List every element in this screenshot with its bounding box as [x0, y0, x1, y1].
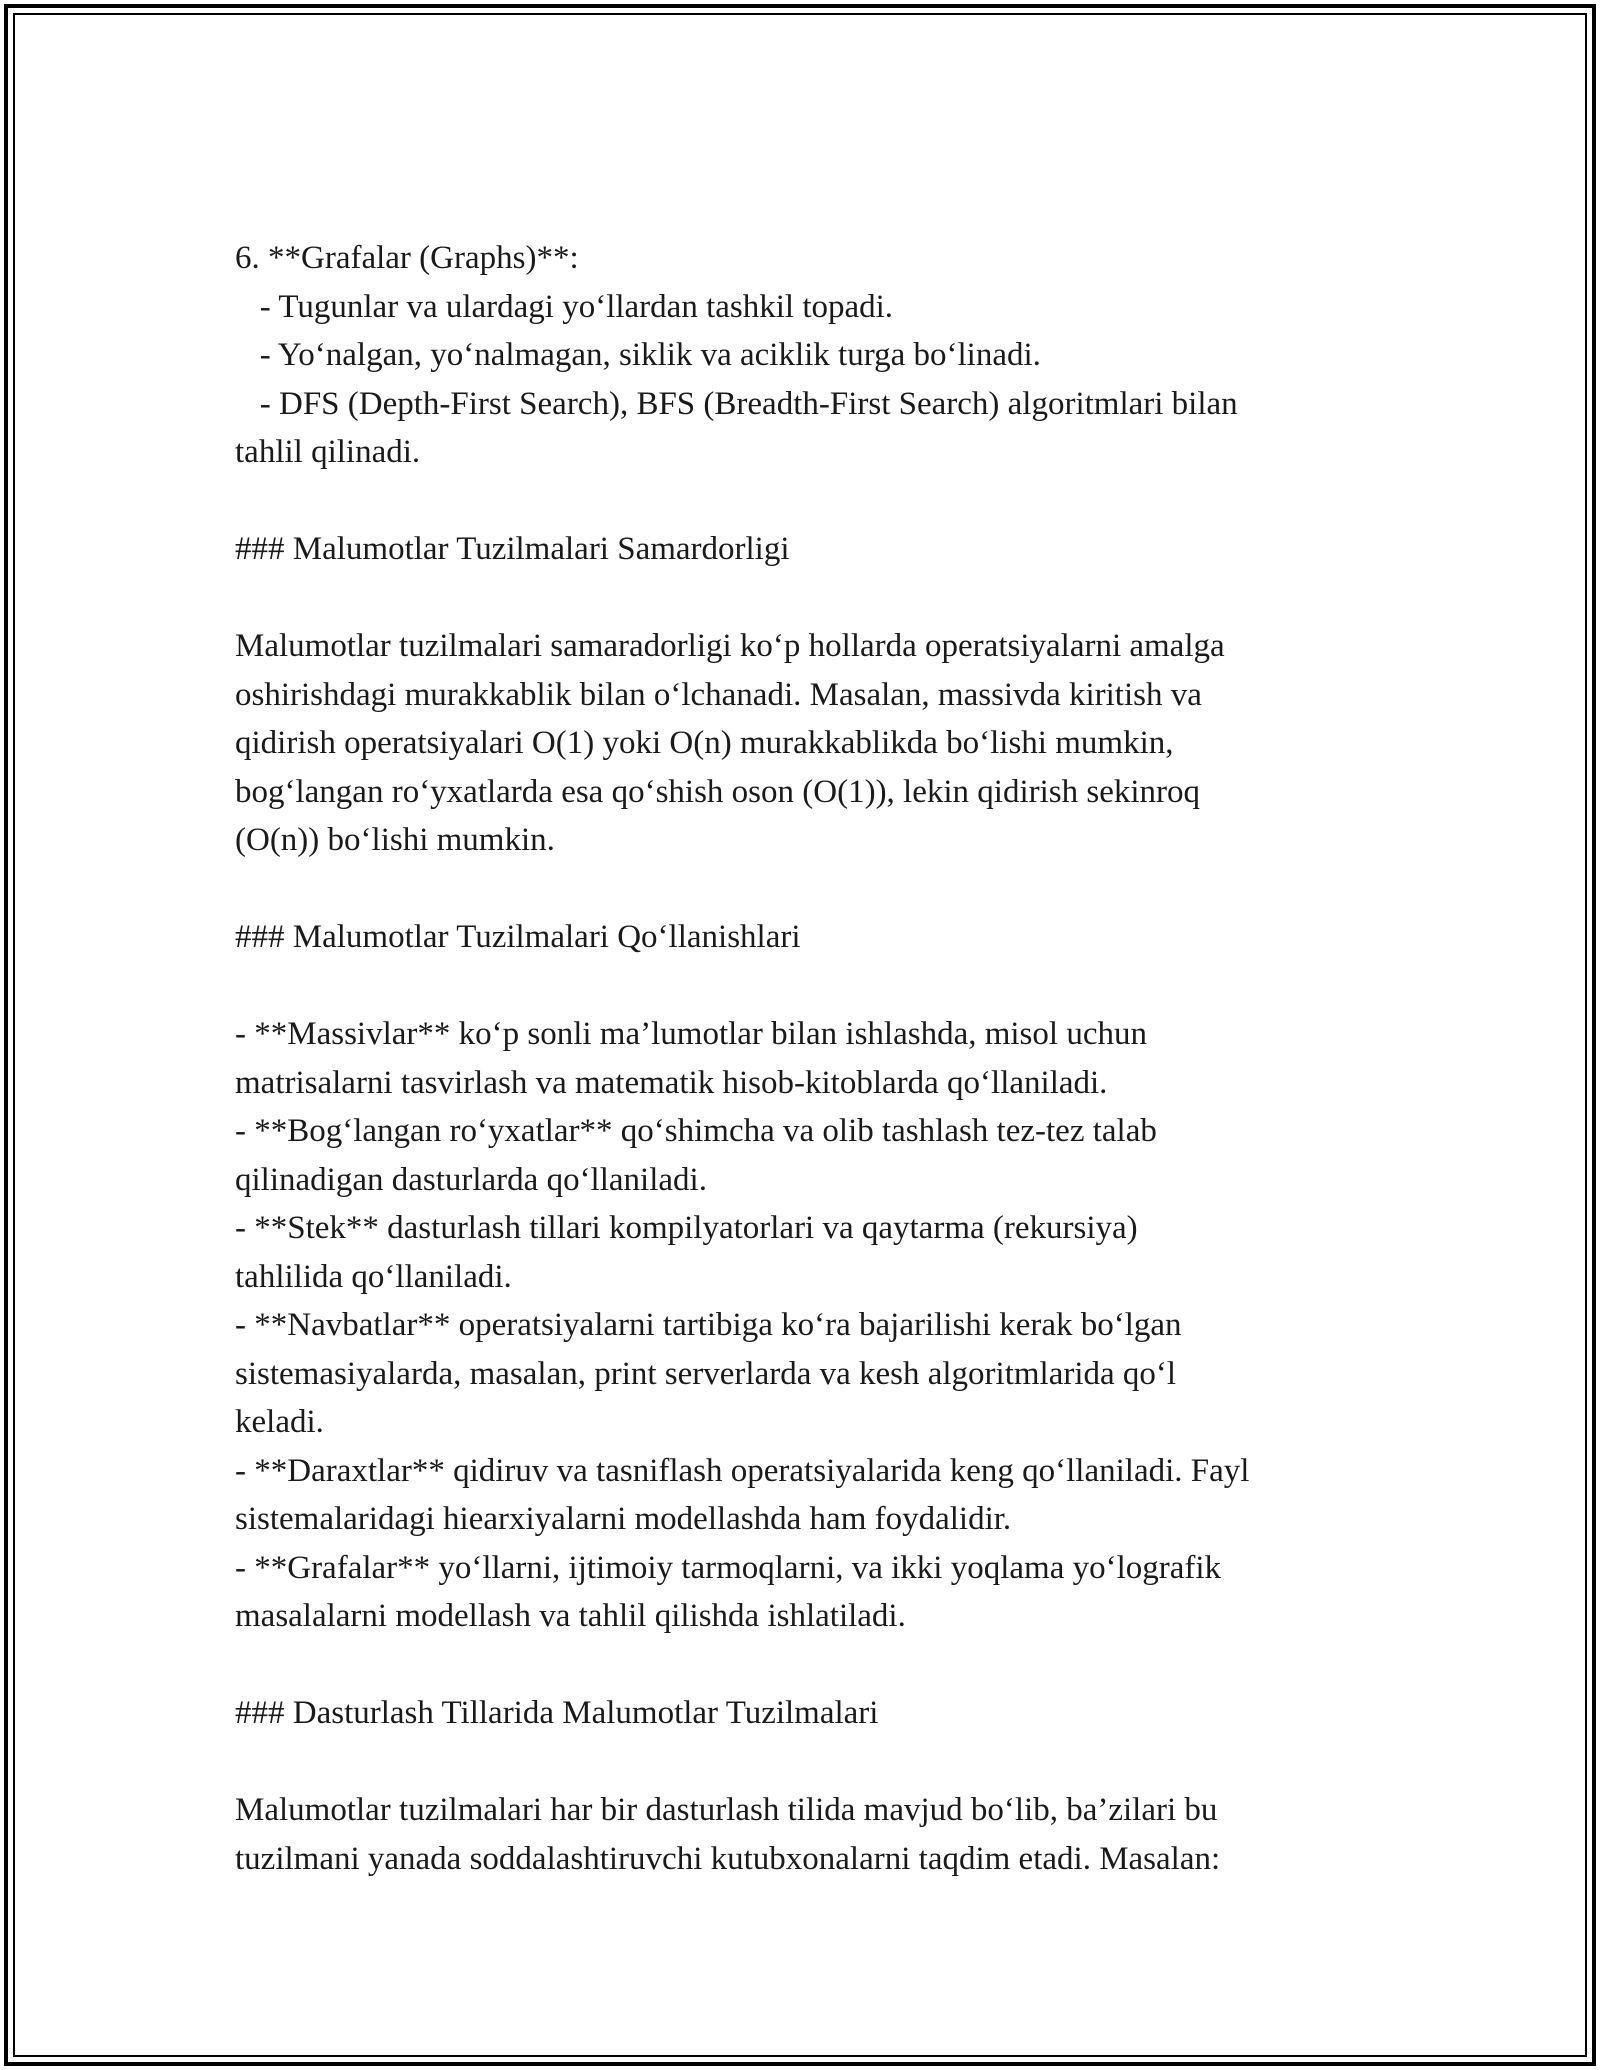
text-line: ### Dasturlash Tillarida Malumotlar Tuzilmalari	[235, 1695, 879, 1731]
text-line: sistemalaridagi hiearxiyalarni modellashda ham foydalidir.	[235, 1501, 1012, 1537]
text-line: - **Bog‘langan ro‘yxatlar** qo‘shimcha va olib tashlash tez-tez talab	[235, 1113, 1157, 1149]
paragraph-gap	[235, 477, 1375, 526]
paragraph-gap	[235, 1641, 1375, 1690]
text-line: tahlil qilinadi.	[235, 434, 421, 470]
paragraph-gap	[235, 865, 1375, 914]
graphs-section	[235, 234, 1375, 477]
paragraph-gap	[235, 574, 1375, 623]
text-line: (O(n)) bo‘lishi mumkin.	[235, 822, 555, 858]
text-line: - **Stek** dasturlash tillari kompilyatorlari va qaytarma (rekursiya)	[235, 1210, 1138, 1246]
text-line: ### Malumotlar Tuzilmalari Qo‘llanishlari	[235, 919, 801, 955]
text-line: - **Grafalar** yo‘llarni, ijtimoiy tarmoqlarni, va ikki yoqlama yo‘lografik	[235, 1549, 1222, 1586]
text-line: ### Malumotlar Tuzilmalari Samardorligi	[235, 531, 790, 567]
text-line: tuzilmani yanada soddalashtiruvchi kutubxonalarni taqdim etadi. Masalan:	[235, 1840, 1221, 1877]
text-line: - **Daraxtlar** qidiruv va tasniflash operatsiyalarida keng qo‘llaniladi. Fayl	[235, 1452, 1250, 1489]
text-line: - DFS (Depth-First Search), BFS (Breadth-First Search) algoritmlari bilan	[235, 385, 1238, 422]
text-line: oshirishdagi murakkablik bilan o‘lchanadi. Masalan, massivda kiritish va	[235, 676, 1202, 713]
text-line: - **Massivlar** ko‘p sonli ma’lumotlar bilan ishlashda, misol uchun	[235, 1016, 1147, 1052]
text-line: - Tugunlar va ulardagi yo‘llardan tashkil topadi.	[235, 288, 894, 325]
text-line: keladi.	[235, 1404, 324, 1440]
text-line: tahlilida qo‘llaniladi.	[235, 1258, 512, 1295]
efficiency-paragraph	[235, 622, 1375, 865]
heading-programming-languages	[235, 1689, 1375, 1738]
text-line: 6. **Grafalar (Graphs)**:	[235, 240, 579, 276]
paragraph-gap	[235, 962, 1375, 1011]
heading-applications	[235, 913, 1375, 962]
text-line: - Yo‘nalgan, yo‘nalmagan, siklik va aciklik turga bo‘linadi.	[235, 337, 1041, 373]
text-line: qilinadigan dasturlarda qo‘llaniladi.	[235, 1161, 707, 1198]
paragraph-gap	[235, 1738, 1375, 1787]
text-line: bog‘langan ro‘yxatlarda esa qo‘shish oson (O(1)), lekin qidirish sekinroq	[235, 773, 1201, 810]
text-line: - **Navbatlar** operatsiyalarni tartibiga ko‘ra bajarilishi kerak bo‘lgan	[235, 1307, 1182, 1343]
text-line: qidirish operatsiyalari O(1) yoki O(n) murakkablikda bo‘lishi mumkin,	[235, 725, 1174, 761]
programming-languages-paragraph	[235, 1786, 1375, 1883]
text-line: Malumotlar tuzilmalari har bir dasturlash tilida mavjud bo‘lib, ba’zilari bu	[235, 1792, 1218, 1828]
text-line: masalalarni modellash va tahlil qilishda ishlatiladi.	[235, 1598, 906, 1634]
applications-list	[235, 1010, 1375, 1641]
document-body	[235, 234, 1375, 1883]
heading-efficiency	[235, 525, 1375, 574]
text-line: Malumotlar tuzilmalari samaradorligi ko‘p hollarda operatsiyalarni amalga	[235, 628, 1225, 664]
text-line: matrisalarni tasvirlash va matematik hisob-kitoblarda qo‘llaniladi.	[235, 1064, 1108, 1101]
text-line: sistemasiyalarda, masalan, print serverlarda va kesh algoritmlarida qo‘l	[235, 1355, 1177, 1392]
